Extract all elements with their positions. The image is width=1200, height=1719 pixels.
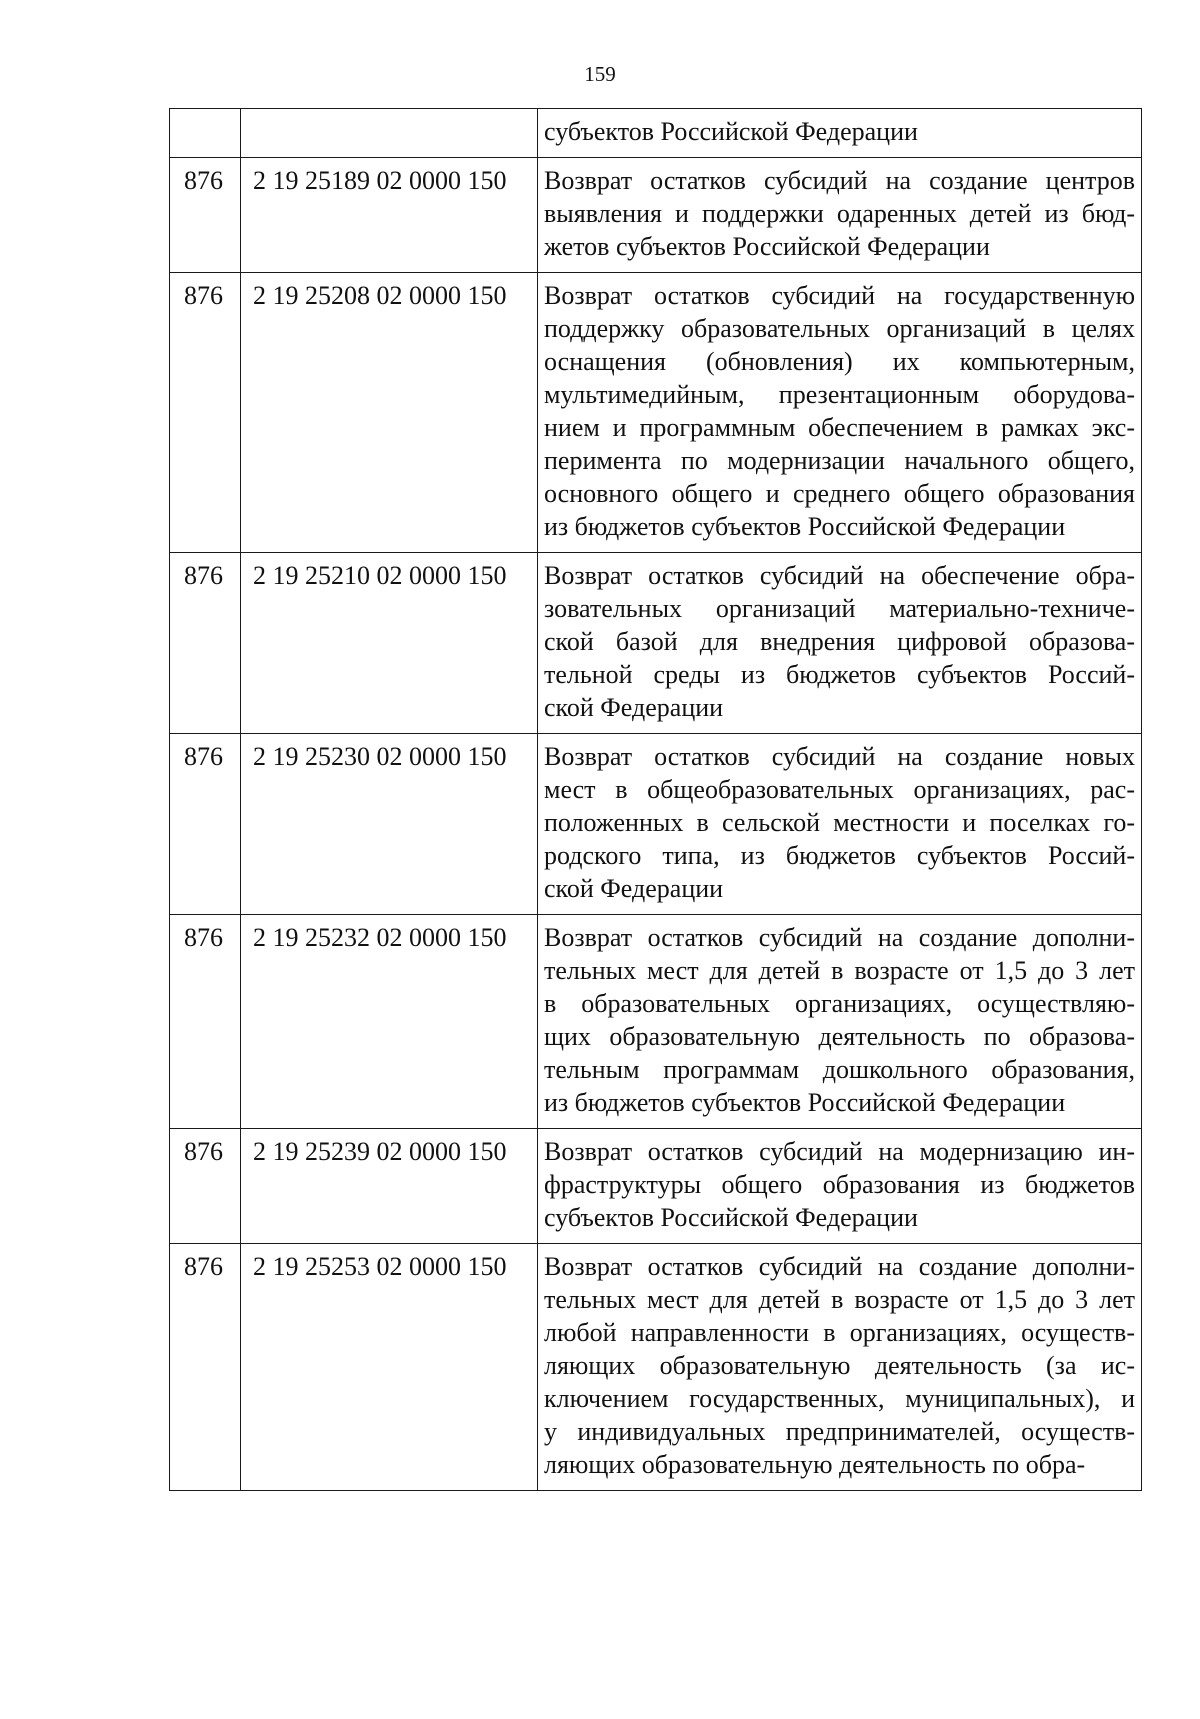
description-line: поддержку образовательных организаций в целях [544, 314, 1135, 343]
table-body [170, 109, 1142, 1491]
chapter-code-cell: 876 [170, 1129, 241, 1244]
revenue-description-cell [538, 915, 1142, 1129]
budget-code-table [169, 108, 1142, 1491]
description-line: родского типа, из бюджетов субъектов Россий- [544, 841, 1135, 870]
description-line: перимента по модернизации начального общего, [544, 446, 1135, 475]
description-line: из бюджетов субъектов Российской Федерации [544, 1088, 1066, 1117]
budget-classification-code-cell: 2 19 25232 02 0000 150 [241, 915, 538, 1129]
description-line: положенных в сельской местности и поселках го- [544, 808, 1135, 837]
description-line: тельных мест для детей в возрасте от 1,5 до 3 лет [544, 1285, 1135, 1314]
description-line: у индивидуальных предпринимателей, осуществ- [544, 1417, 1135, 1446]
description-line: субъектов Российской Федерации [544, 117, 918, 146]
description-line: из бюджетов субъектов Российской Федерации [544, 512, 1066, 541]
description-line: фраструктуры общего образования из бюджетов [544, 1170, 1135, 1199]
description-line: любой направленности в организациях, осуществ- [544, 1318, 1135, 1347]
table-row [170, 734, 1142, 915]
revenue-description-cell [538, 273, 1142, 553]
description-line: Возврат остатков субсидий на создание дополни- [544, 1252, 1135, 1281]
table-row [170, 158, 1142, 273]
description-line: выявления и поддержки одаренных детей из бюд- [544, 199, 1135, 228]
description-line: мест в общеобразовательных организациях, рас- [544, 775, 1135, 804]
table-row [170, 273, 1142, 553]
description-line: Возврат остатков субсидий на создание дополни- [544, 923, 1135, 952]
revenue-description-cell [538, 109, 1142, 158]
description-line: Возврат остатков субсидий на создание новых [544, 742, 1135, 771]
description-line: Возврат остатков субсидий на государственную [544, 281, 1135, 310]
description-line: оснащения (обновления) их компьютерным, [544, 347, 1135, 376]
page-number: 159 [584, 62, 616, 86]
description-line: ской Федерации [544, 693, 724, 722]
revenue-description-cell [538, 158, 1142, 273]
chapter-code-cell: 876 [170, 734, 241, 915]
budget-classification-code-cell: 2 19 25230 02 0000 150 [241, 734, 538, 915]
description-line: ляющих образовательную деятельность (за ис- [544, 1351, 1135, 1380]
chapter-code-cell: 876 [170, 273, 241, 553]
table-row [170, 109, 1142, 158]
chapter-code-cell: 876 [170, 1244, 241, 1491]
budget-classification-code-cell: 2 19 25208 02 0000 150 [241, 273, 538, 553]
description-line: ской базой для внедрения цифровой образова- [544, 627, 1135, 656]
chapter-code-cell: 876 [170, 158, 241, 273]
description-line: зовательных организаций материально-техниче- [544, 594, 1135, 623]
revenue-description-cell [538, 1244, 1142, 1491]
budget-classification-code-cell: 2 19 25253 02 0000 150 [241, 1244, 538, 1491]
description-line: щих образовательную деятельность по образова- [544, 1022, 1135, 1051]
description-line: мультимедийным, презентационным оборудова- [544, 380, 1135, 409]
budget-classification-code-cell: 2 19 25189 02 0000 150 [241, 158, 538, 273]
description-line: тельной среды из бюджетов субъектов Россий- [544, 660, 1135, 689]
description-line: тельным программам дошкольного образования, [544, 1055, 1135, 1084]
budget-classification-code-cell [241, 109, 538, 158]
budget-classification-code-cell: 2 19 25210 02 0000 150 [241, 553, 538, 734]
chapter-code-cell [170, 109, 241, 158]
description-line: нием и программным обеспечением в рамках экс- [544, 413, 1135, 442]
description-line: ляющих образовательную деятельность по обра- [544, 1450, 1086, 1479]
description-line: ской Федерации [544, 874, 724, 903]
revenue-description-cell [538, 553, 1142, 734]
budget-classification-code-cell: 2 19 25239 02 0000 150 [241, 1129, 538, 1244]
description-line: Возврат остатков субсидий на модернизацию ин- [544, 1137, 1135, 1166]
chapter-code-cell: 876 [170, 553, 241, 734]
chapter-code-cell: 876 [170, 915, 241, 1129]
description-line: основного общего и среднего общего образования [544, 479, 1135, 508]
description-line: субъектов Российской Федерации [544, 1203, 918, 1232]
description-line: жетов субъектов Российской Федерации [544, 232, 990, 261]
description-line: Возврат остатков субсидий на обеспечение обра- [544, 561, 1135, 590]
table-row [170, 915, 1142, 1129]
description-line: ключением государственных, муниципальных), и [544, 1384, 1135, 1413]
table-row [170, 1244, 1142, 1491]
table-row [170, 1129, 1142, 1244]
description-line: Возврат остатков субсидий на создание центров [544, 166, 1135, 195]
description-line: в образовательных организациях, осуществляю- [544, 989, 1135, 1018]
description-line: тельных мест для детей в возрасте от 1,5 до 3 лет [544, 956, 1135, 985]
revenue-description-cell [538, 1129, 1142, 1244]
revenue-description-cell [538, 734, 1142, 915]
table-row [170, 553, 1142, 734]
